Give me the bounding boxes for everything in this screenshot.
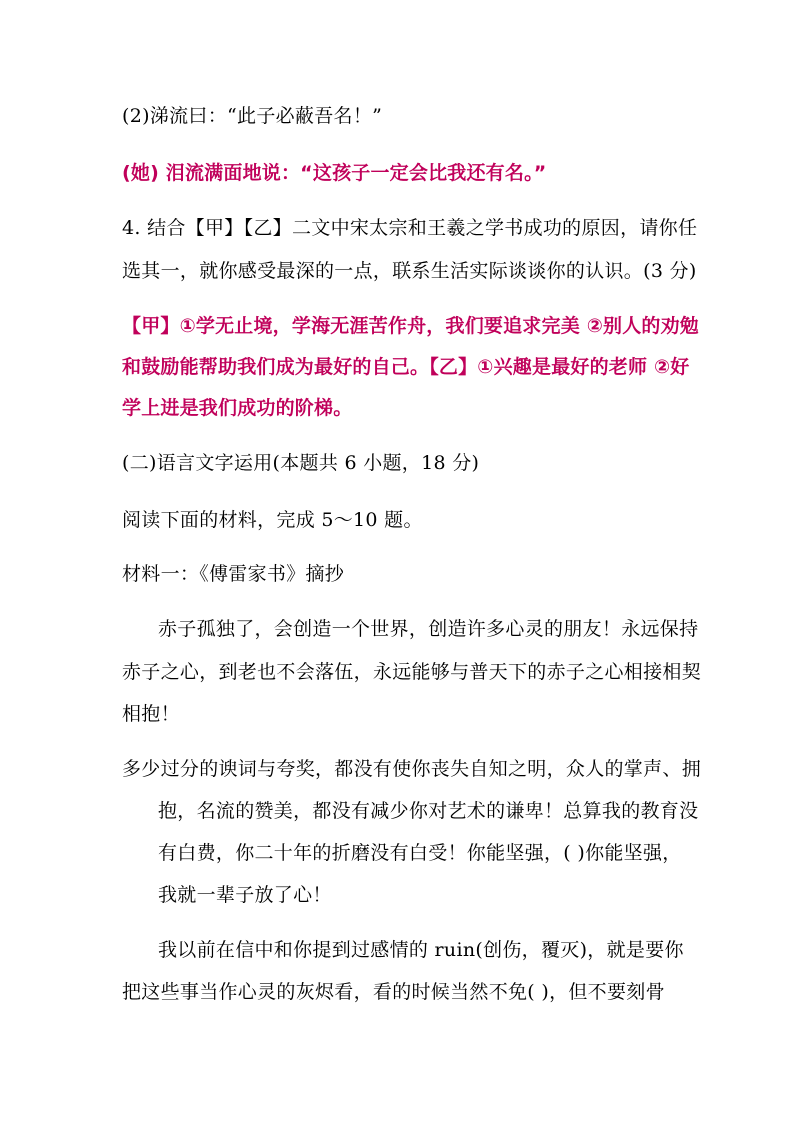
question-2-answer: (她) 泪流满面地说：“这孩子一定会比我还有名。” bbox=[122, 162, 547, 184]
paragraph-2-line-3: 有白费，你二十年的折磨没有白受！你能坚强，( )你能坚强， bbox=[158, 842, 682, 864]
instruction-line: 阅读下面的材料，完成 5～10 题。 bbox=[122, 509, 423, 531]
paragraph-1-line-2: 赤子之心，到老也不会落伍，永远能够与普天下的赤子之心相接相契 bbox=[122, 661, 702, 683]
paragraph-3-line-2: 把这些事当作心灵的灰烬看，看的时候当然不免( )，但不要刻骨 bbox=[122, 981, 665, 1003]
paragraph-2-line-4: 我就一辈子放了心！ bbox=[158, 884, 332, 906]
question-4-line-1: 4. 结合【甲】【乙】二文中宋太宗和王羲之学书成功的原因，请你任 bbox=[122, 217, 698, 239]
question-4-answer-line-3: 学上进是我们成功的阶梯。 bbox=[122, 397, 353, 419]
paragraph-2-line-1: 多少过分的谀词与夸奖，都没有使你丧失自知之明，众人的掌声、拥 bbox=[122, 758, 702, 780]
paragraph-3-line-1: 我以前在信中和你提到过感情的 ruin(创伤，覆灭)，就是要你 bbox=[158, 939, 684, 961]
question-4-line-2: 选其一，就你感受最深的一点，联系生活实际谈谈你的认识。(3 分) bbox=[122, 260, 697, 282]
paragraph-2-line-2: 抱，名流的赞美，都没有减少你对艺术的谦卑！总算我的教育没 bbox=[158, 800, 699, 822]
question-4-answer-line-1: 【甲】①学无止境，学海无涯苦作舟，我们要追求完美 ②别人的劝勉 bbox=[122, 315, 699, 337]
material-1-title: 材料一：《傅雷家书》摘抄 bbox=[122, 563, 345, 585]
paragraph-1-line-3: 相抱！ bbox=[122, 703, 180, 725]
question-4-answer-line-2: 和鼓励能帮助我们成为最好的自己。【乙】①兴趣是最好的老师 ②好 bbox=[122, 356, 690, 378]
paragraph-1-line-1: 赤子孤独了，会创造一个世界，创造许多心灵的朋友！永远保持 bbox=[158, 618, 699, 640]
section-2-title: (二)语言文字运用(本题共 6 小题，18 分) bbox=[122, 452, 480, 474]
question-2-classical-text: (2)涕流曰：“此子必蔽吾名！” bbox=[122, 105, 383, 127]
